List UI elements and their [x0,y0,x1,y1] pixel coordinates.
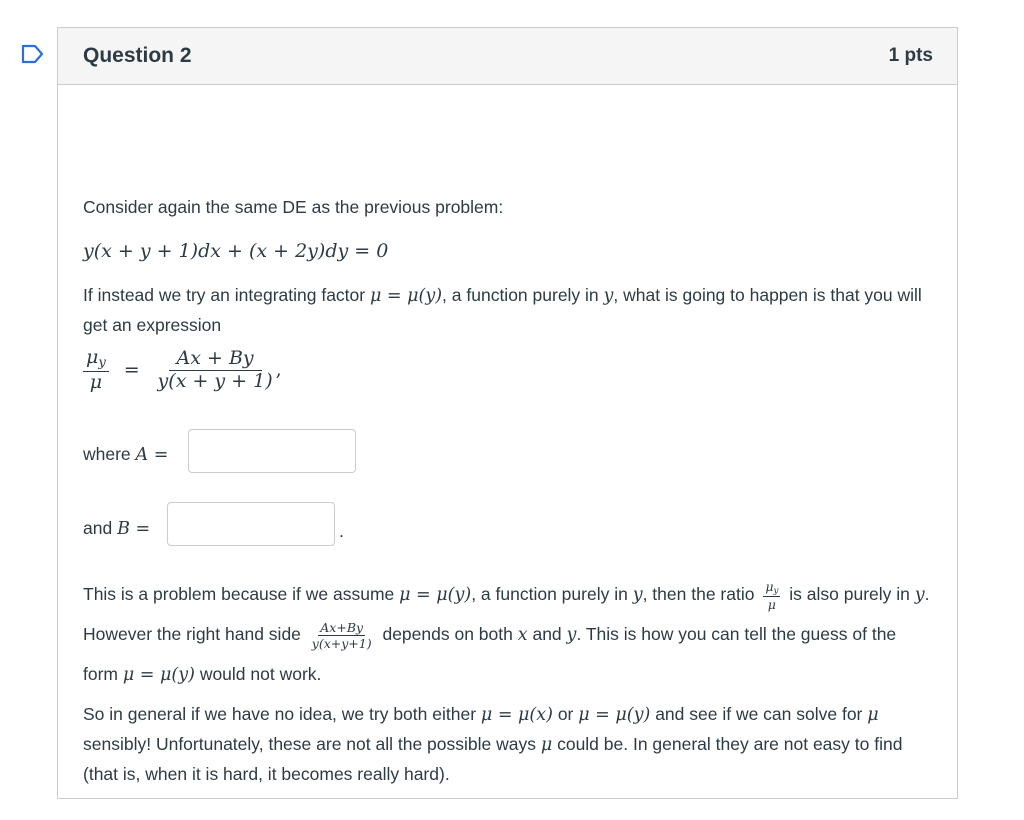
answer-A-input[interactable] [188,429,356,473]
question-header [58,28,957,85]
de-equation: y(x + y + 1)dx + (x + 2y)dy = 0 [83,240,389,262]
conclusion-paragraph: So in general if we have no idea, we try both either μ = μ(x) or μ = μ(y) and see if we can solve for μ sensibly! Unfortunately, these are not all the possible ways μ could be. In general they are not easy to find (that is, when it is hard, it becomes really hard). [83,704,903,784]
question-title: Question 2 [83,44,192,67]
ratio-rhs-denominator: y(x + y + 1) [157,369,273,392]
where-A-label: where A = [83,444,169,465]
ratio-fraction-inline: $\frac{\mu_y}{\mu}$ [765,578,779,613]
ratio-lhs-denominator: μ [89,370,103,393]
ratio-lhs-numerator: $\mu_y$ [83,347,109,372]
period: . [339,521,344,541]
answer-B-input[interactable] [167,502,335,546]
ratio-equation: $\frac{\mu_y}{\mu}$ = $\frac{Ax + By}{y(x + y + 1)}$ , [83,347,383,417]
intro-text: Consider again the same DE as the previous problem: [83,197,504,217]
flag-question-icon[interactable] [21,44,45,64]
question-card [57,27,958,799]
ratio-rhs-numerator: Ax + By [169,348,262,371]
rhs-fraction-inline: $\frac{Ax+By}{y(x+y+1)}$ [311,619,372,651]
explanation-paragraph: This is a problem because if we assume μ = μ(y), a function purely in y, then the ratio $\frac{\mu_y}{\mu}$ is also purely in y. However the right hand side $\frac{Ax+By}{y(x+y+1)}$ depends on both x and y. This is how you can tell the guess of the form μ = μ(y) would not work. [83,578,930,685]
integrating-factor-paragraph: If instead we try an integrating factor μ = μ(y), a function purely in y, what is going to happen is that you will get an expression [83,285,922,335]
question-points: 1 pts [888,45,933,66]
and-B-label: and B = [83,518,151,539]
